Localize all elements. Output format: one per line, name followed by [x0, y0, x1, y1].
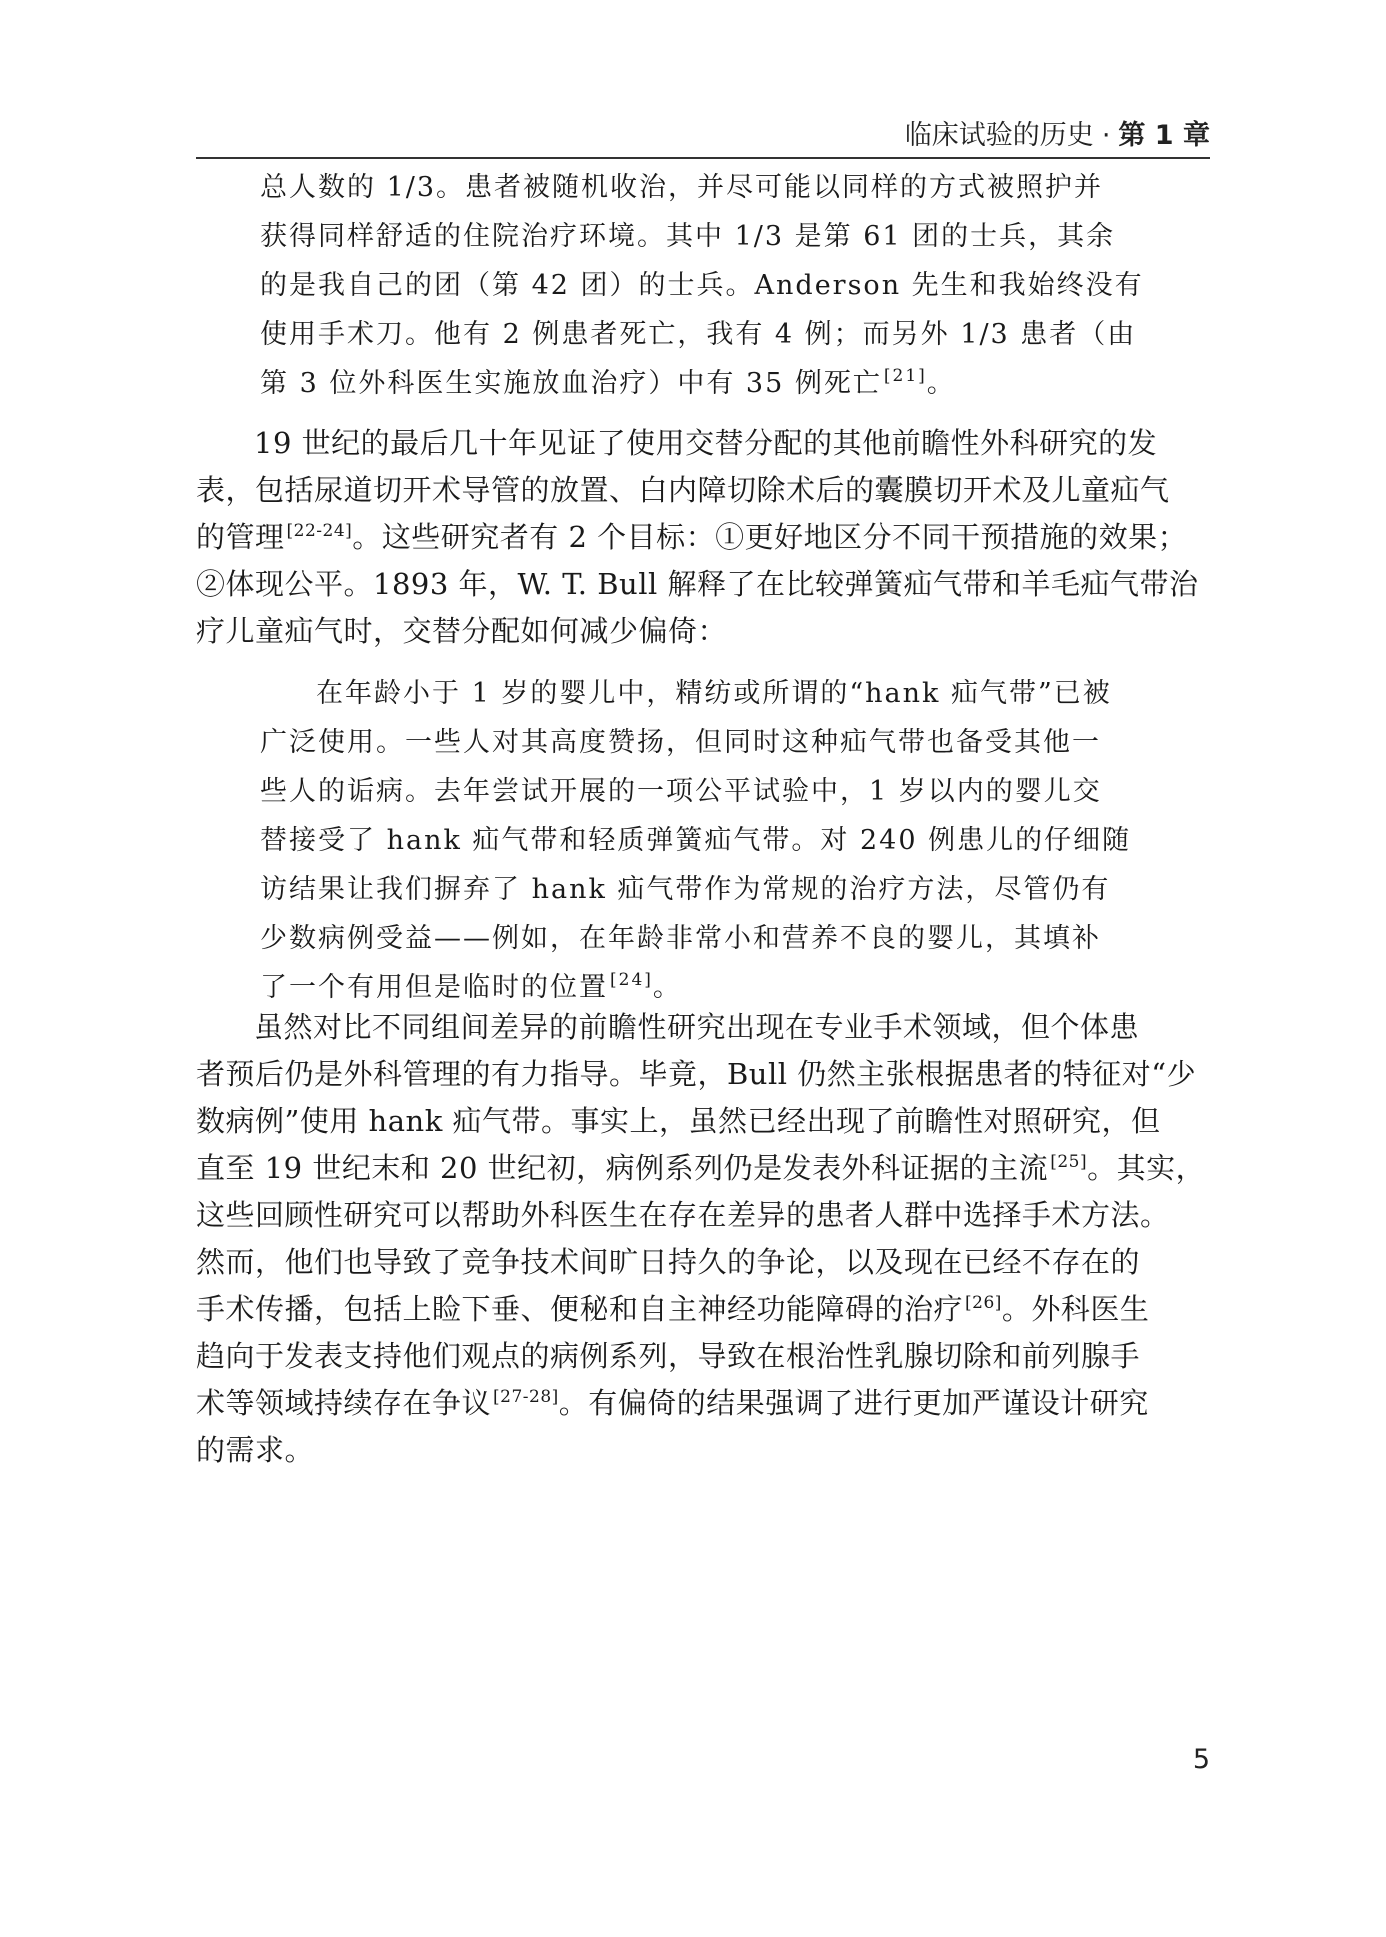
para1-line: [196, 514, 1210, 561]
block-quote-1: [260, 163, 1145, 408]
quote2-line: 访结果让我们摒弃了 hank 疝气带作为常规的治疗方法，尽管仍有: [260, 874, 1111, 905]
para2-line: 数病例”使用 hank 疝气带。事实上，虽然已经出现了前瞻性对照研究，但: [196, 1104, 1161, 1138]
chapter-title: 临床试验的历史: [904, 120, 1094, 151]
quote2-line: 替接受了 hank 疝气带和轻质弹簧疝气带。对 240 例患儿的仔细随: [260, 825, 1132, 856]
header-rule: [196, 157, 1210, 159]
para2-line: [196, 1286, 1210, 1333]
citation-25: [25]: [1050, 1152, 1088, 1172]
para2-line-text: 术等领域持续存在争议: [196, 1386, 492, 1420]
quote1-line: 的是我自己的团（第 42 团）的士兵。Anderson 先生和我始终没有: [260, 270, 1144, 301]
para2-line-text: 手术传播，包括上睑下垂、便秘和自主神经功能障碍的治疗: [196, 1292, 964, 1326]
quote1-line-text: 第 3 位外科医生实施放血治疗）中有 35 例死亡: [260, 368, 882, 399]
quote1-line: 使用手术刀。他有 2 例患者死亡，我有 4 例；而另外 1/3 患者（由: [260, 319, 1137, 350]
citation-21: [21]: [883, 366, 927, 386]
para2-line: [196, 1145, 1210, 1192]
quote2-line: 在年龄小于 1 岁的婴儿中，精纺或所谓的“hank 疝气带”已被: [316, 678, 1112, 709]
chapter-label: 第 1 章: [1118, 120, 1210, 151]
quote1-end: 。: [926, 368, 956, 399]
quote1-line: 获得同样舒适的住院治疗环境。其中 1/3 是第 61 团的士兵，其余: [260, 221, 1116, 252]
page-number: 5: [1192, 1744, 1210, 1775]
para1-line: ②体现公平。1893 年，W. T. Bull 解释了在比较弹簧疝气带和羊毛疝气带治: [196, 567, 1199, 601]
para1-line: 表，包括尿道切开术导管的放置、白内障切除术后的囊膜切开术及儿童疝气: [196, 473, 1170, 507]
para2-line: 者预后仍是外科管理的有力指导。毕竟，Bull 仍然主张根据患者的特征对“少: [196, 1057, 1197, 1091]
citation-26: [26]: [965, 1293, 1002, 1313]
para2-line-rest: 。有偏倚的结果强调了进行更加严谨设计研究: [558, 1386, 1149, 1420]
para1-line-text: 的管理: [196, 520, 285, 554]
quote2-line-text: 了一个有用但是临时的位置: [260, 972, 608, 1003]
para2-line-text: 直至 19 世纪末和 20 世纪初，病例系列仍是发表外科证据的主流: [196, 1151, 1049, 1185]
quote1-line: 总人数的 1/3。患者被随机收治，并尽可能以同样的方式被照护并: [260, 172, 1104, 203]
para2-line-rest: 。其实，: [1087, 1151, 1206, 1185]
citation-24: [24]: [610, 970, 653, 990]
quote2-line: 些人的诟病。去年尝试开展的一项公平试验中，1 岁以内的婴儿交: [260, 776, 1102, 807]
para2-line: [196, 1380, 1210, 1427]
para2-line-rest: 。外科医生: [1001, 1292, 1150, 1326]
quote2-line: 广泛使用。一些人对其高度赞扬，但同时这种疝气带也备受其他一: [260, 727, 1101, 758]
citation-27-28: [27-28]: [493, 1387, 559, 1407]
running-header: [196, 118, 1210, 154]
quote1-line-last: [260, 359, 1145, 408]
para2-line: 的需求。: [196, 1433, 315, 1467]
citation-22-24: [22-24]: [286, 521, 353, 541]
para1-line-rest: 。这些研究者有 2 个目标：①更好地区分不同干预措施的效果；: [352, 520, 1188, 554]
para2-line: 然而，他们也导致了竞争技术间旷日持久的争论，以及现在已经不存在的: [196, 1245, 1141, 1279]
block-quote-2: [260, 669, 1145, 1012]
paragraph-2: [196, 1004, 1210, 1474]
quote2-end: 。: [652, 972, 682, 1003]
para1-line: 19 世纪的最后几十年见证了使用交替分配的其他前瞻性外科研究的发: [254, 426, 1158, 460]
paragraph-1: [196, 420, 1210, 655]
para2-line: 趋向于发表支持他们观点的病例系列，导致在根治性乳腺切除和前列腺手: [196, 1339, 1141, 1373]
para2-line: 这些回顾性研究可以帮助外科医生在存在差异的患者人群中选择手术方法。: [196, 1198, 1170, 1232]
para2-line: 虽然对比不同组间差异的前瞻性研究出现在专业手术领域，但个体患: [254, 1010, 1140, 1044]
header-separator: ·: [1101, 120, 1111, 151]
para1-line: 疗儿童疝气时，交替分配如何减少偏倚：: [196, 614, 728, 648]
quote2-line: 少数病例受益——例如，在年龄非常小和营养不良的婴儿，其填补: [260, 923, 1101, 954]
